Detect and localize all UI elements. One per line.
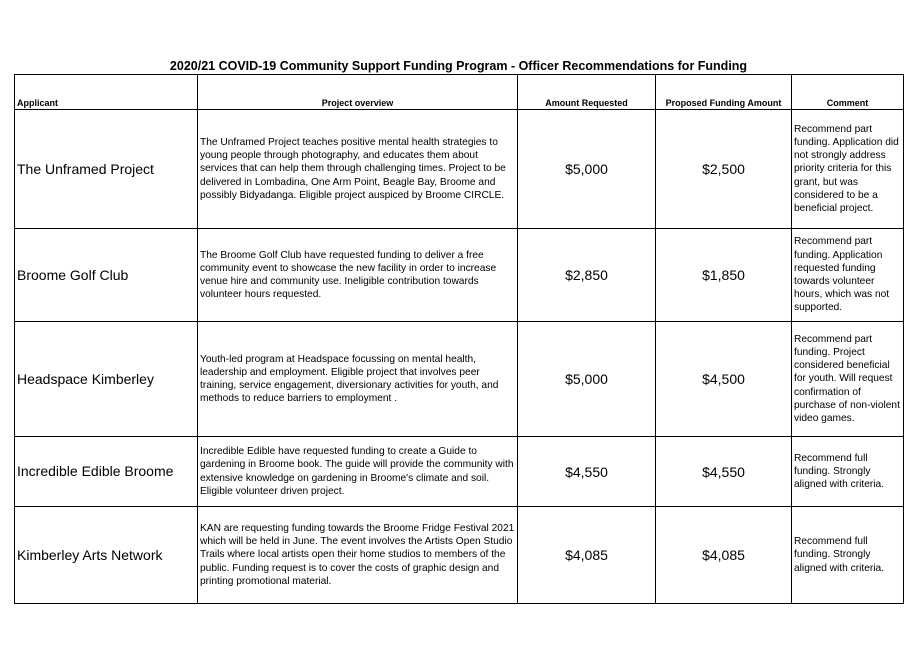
amount-requested-cell: $4,085: [518, 507, 656, 604]
header-amount-requested: Amount Requested: [518, 75, 656, 110]
overview-cell: The Broome Golf Club have requested funding to deliver a free community event to showcase the new facility in order to increase venue hire and community use. Ineligible contribution towards volunteer hours requested.: [198, 229, 518, 322]
funding-table: [14, 74, 904, 604]
header-comment: Comment: [792, 75, 904, 110]
proposed-amount-cell: $2,500: [656, 110, 792, 229]
amount-requested-cell: $5,000: [518, 322, 656, 437]
comment-cell: Recommend part funding. Project considered beneficial for youth. Will request confirmation of purchase of non-violent video games.: [792, 322, 904, 437]
comment-cell: Recommend full funding. Strongly aligned with criteria.: [792, 437, 904, 507]
comment-cell: Recommend full funding. Strongly aligned with criteria.: [792, 507, 904, 604]
proposed-amount-cell: $4,550: [656, 437, 792, 507]
overview-cell: Incredible Edible have requested funding to create a Guide to gardening in Broome book. The guide will provide the community with extensive knowledge on gardening in Broome's climate and soil. Eligible volunteer driven project.: [198, 437, 518, 507]
table-header-row: [15, 75, 904, 110]
overview-cell: Youth-led program at Headspace focussing on mental health, leadership and employment. Eligible project that involves peer training, service engagement, diversionary activities for youth, and methods to reduce barriers to employment .: [198, 322, 518, 437]
amount-requested-cell: $2,850: [518, 229, 656, 322]
applicant-cell: Headspace Kimberley: [15, 322, 198, 437]
header-project-overview: Project overview: [198, 75, 518, 110]
document-title: 2020/21 COVID-19 Community Support Funding Program - Officer Recommendations for Funding: [169, 59, 748, 73]
comment-cell: Recommend part funding. Application did not strongly address priority criteria for this grant, but was considered to be a beneficial project.: [792, 110, 904, 229]
table-row: [15, 110, 904, 229]
amount-requested-cell: $5,000: [518, 110, 656, 229]
table-row: [15, 507, 904, 604]
table-row: [15, 322, 904, 437]
applicant-cell: Broome Golf Club: [15, 229, 198, 322]
table-row: [15, 229, 904, 322]
header-applicant: Applicant: [15, 75, 198, 110]
table-row: [15, 437, 904, 507]
amount-requested-cell: $4,550: [518, 437, 656, 507]
applicant-cell: The Unframed Project: [15, 110, 198, 229]
proposed-amount-cell: $4,085: [656, 507, 792, 604]
comment-cell: Recommend part funding. Application requested funding towards volunteer hours, which was not supported.: [792, 229, 904, 322]
overview-cell: The Unframed Project teaches positive mental health strategies to young people through photography, and educates them about services that can help them through challenging times. Project to be delivered in Lombadina, One Arm Point, Beagle Bay, Broome and possibly Bidyadanga. Eligible project auspiced by Broome CIRCLE.: [198, 110, 518, 229]
overview-cell: KAN are requesting funding towards the Broome Fridge Festival 2021 which will be held in June. The event involves the Artists Open Studio Trails where local artists open their home studios to members of the public. Funding request is to cover the costs of graphic design and printing promotional material.: [198, 507, 518, 604]
applicant-cell: Incredible Edible Broome: [15, 437, 198, 507]
proposed-amount-cell: $1,850: [656, 229, 792, 322]
proposed-amount-cell: $4,500: [656, 322, 792, 437]
header-proposed-funding: Proposed Funding Amount: [656, 75, 792, 110]
applicant-cell: Kimberley Arts Network: [15, 507, 198, 604]
